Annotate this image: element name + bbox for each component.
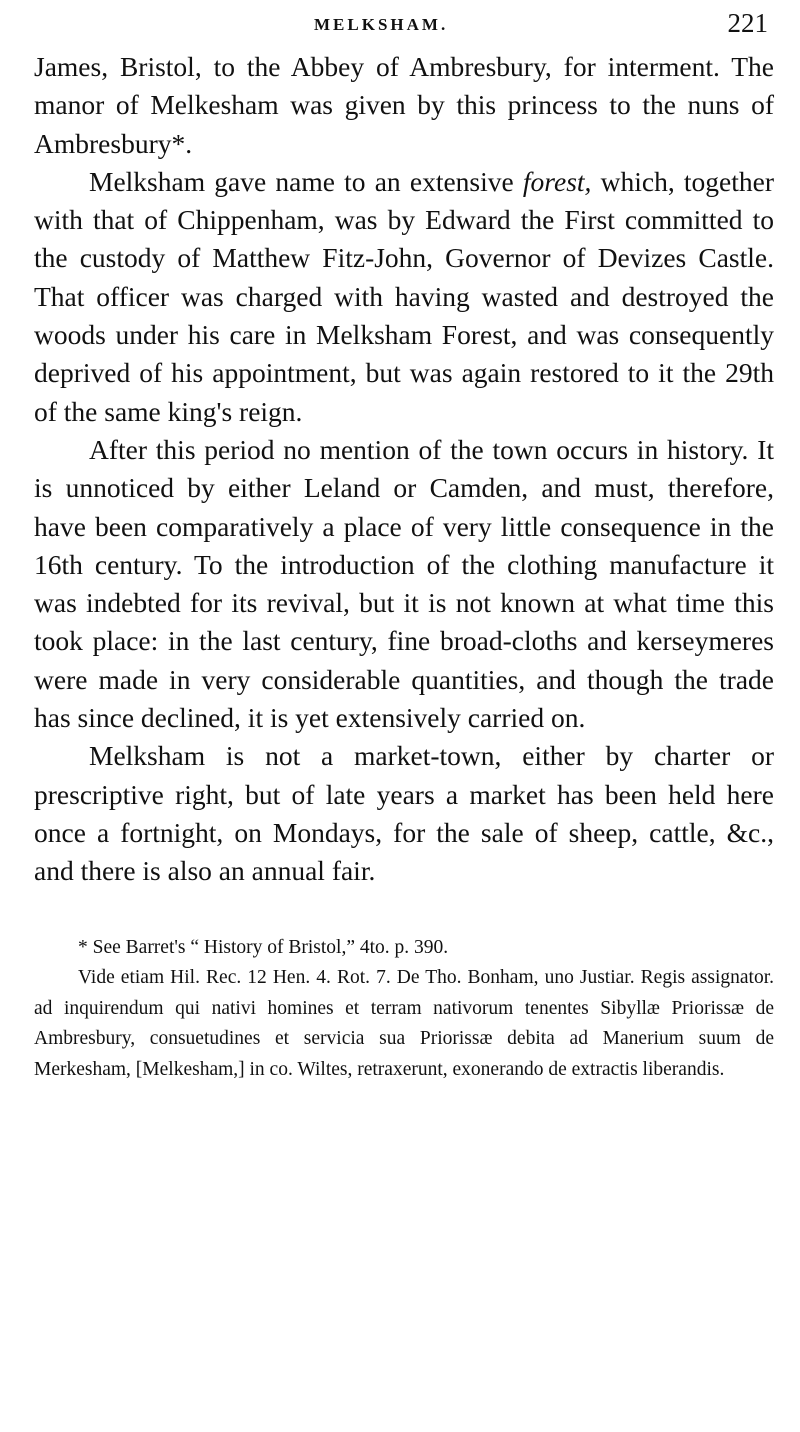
- italic-forest: forest,: [522, 165, 592, 197]
- book-page: [34, 0, 774, 1085]
- paragraph-2-start: Melksham gave name to an extensive: [89, 165, 523, 197]
- paragraph-1: James, Bristol, to the Abbey of Ambresbury, for interment. The manor of Melkesham was given by this princess to the nuns of Ambresbury*.: [34, 51, 774, 159]
- footnotes: [34, 933, 774, 1086]
- paragraph-3: After this period no mention of the town occurs in history. It is unnoticed by either Leland or Camden, and must, therefore, have been comparatively a place of very little consequence in the 16th century. To the introduction of the clothing manufacture it was indebted for its revival, but it is not known at what time this took place: in the last century, fine broad-cloths and kerseymeres were made in very considerable quantities, and though the trade has since declined, it is yet extensively carried on.: [34, 433, 774, 734]
- paragraph-2-rest: which, together with that of Chippenham, was by Edward the First committed to the custody of Matthew Fitz-John, Governor of Devizes Castle. That officer was charged with having wasted and destroyed the woods under his care in Melksham Forest, and was consequently deprived of his appointment, but was again restored to it the 29th of the same king's reign.: [34, 165, 774, 427]
- footnote-2: Vide etiam Hil. Rec. 12 Hen. 4. Rot. 7. De Tho. Bonham, uno Justiar. Regis assignator. ad inquirendum qui nativi homines et terram nativorum tenentes Sibyllæ Priorissæ de Ambresbury, consuetudines et servicia sua Priorissæ debita ad Manerium suum de Merkesham, [Melkesham,] in co. Wiltes, retraxerunt, exonerando de extractis liberandis.: [34, 967, 774, 1080]
- page-number: 221: [727, 8, 768, 38]
- running-head: MELKSHAM.: [314, 15, 449, 34]
- main-text: [34, 48, 774, 891]
- page-header: [34, 0, 774, 48]
- footnote-1: * See Barret's “ History of Bristol,” 4to. p. 390.: [78, 936, 449, 958]
- paragraph-2: [34, 163, 774, 431]
- paragraph-4: Melksham is not a market-town, either by charter or prescriptive right, but of late years a market has been held here once a fortnight, on Mondays, for the sale of sheep, cattle, &c., and there is also an annual fair.: [34, 740, 774, 887]
